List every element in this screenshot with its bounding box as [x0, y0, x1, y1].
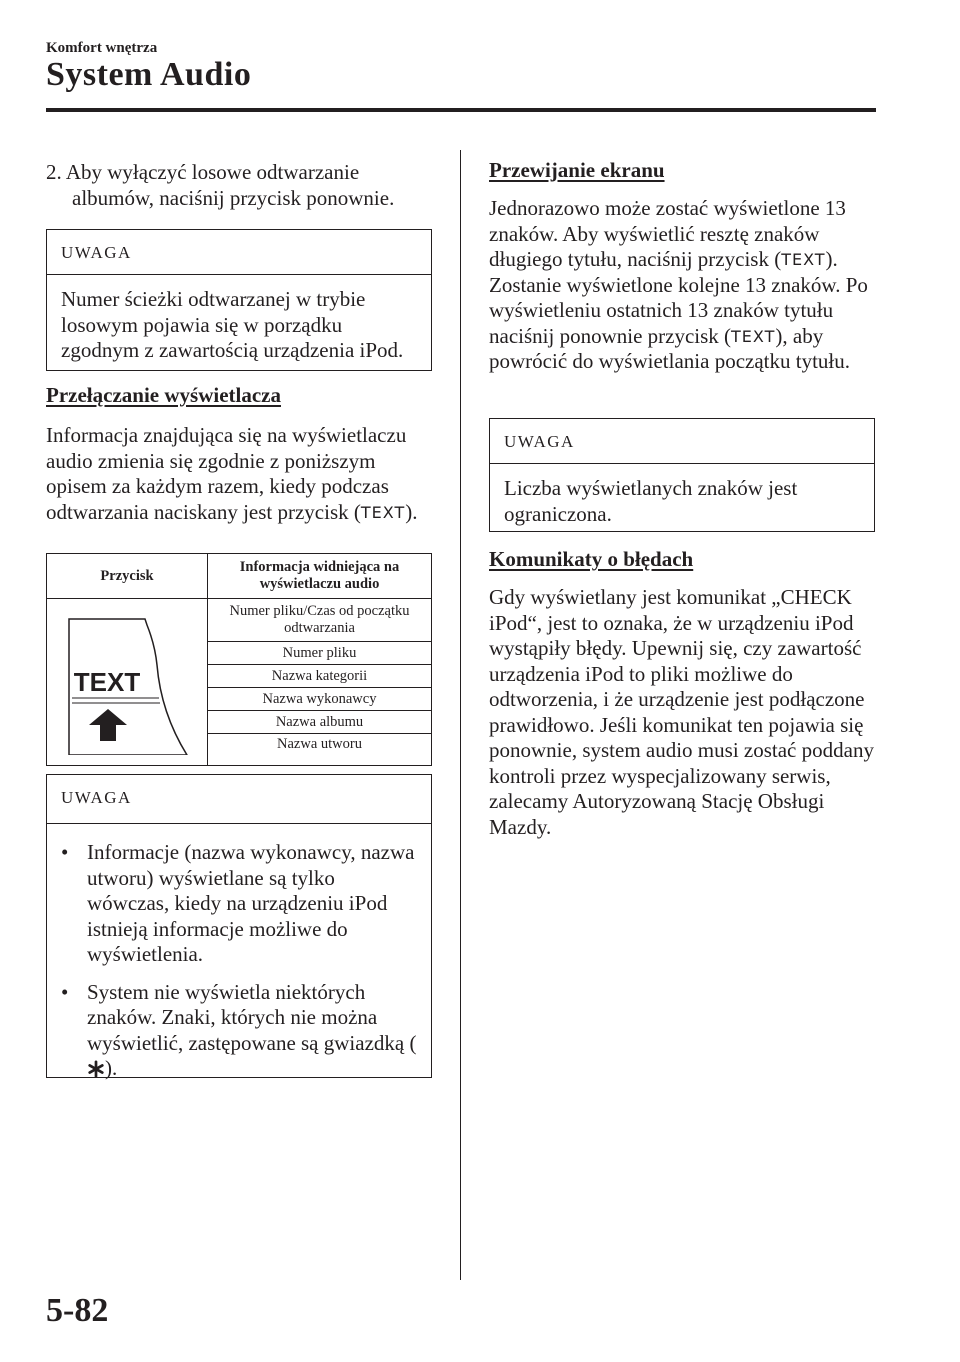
asterisk-icon — [87, 1060, 105, 1078]
text-button-icon: TEXT — [360, 502, 406, 522]
note-title: UWAGA — [47, 230, 431, 275]
note-body — [47, 824, 431, 1108]
table-cell: Numer pliku — [208, 642, 432, 665]
text-button-icon: TEXT — [781, 250, 826, 269]
scroll-text-part-2: ). Zostanie wyświetlone kolejne 13 znaków. Po wyświetleniu ostatnich 13 znaków tytułu naciśnij ponownie przycisk ( — [489, 247, 868, 348]
table-cell: Numer pliku/Czas od początku odtwarzania — [208, 599, 432, 642]
note-box-info — [46, 774, 432, 1078]
error-text: Gdy wyświetlany jest komunikat „CHECK iPod“, jest to oznaka, że w urządzeniu iPod wystąpiły błędy. Upewnij się, czy zawartość urządzenia iPod to pliki możliwe do odtworzenia, i że urządzenie jest podłączone prawidłowo. Jeśli komunikat ten pojawia się ponownie, system audio musi zostać poddany kontroli przez wyspecjalizowany serwis, zalecamy Autoryzowaną Stację Obsługi Mazdy. — [489, 585, 874, 839]
display-switch-text — [46, 423, 438, 525]
step-2 — [46, 160, 446, 211]
text-button-illustration — [47, 605, 207, 755]
table-cell: Nazwa kategorii — [208, 665, 432, 688]
scroll-heading: Przewijanie ekranu — [489, 158, 665, 182]
bullet-text: Informacje (nazwa wykonawcy, nazwa utworu) wyświetlane są tylko wówczas, kiedy na urządzeniu iPod istnieją informacje możliwe do wyświetlenia. — [87, 840, 415, 966]
note-bullet-1 — [61, 840, 417, 968]
note-title: UWAGA — [490, 419, 874, 464]
chapter-title: System Audio — [46, 56, 252, 93]
page-number: 5-82 — [46, 1292, 109, 1329]
bullet-text — [87, 980, 417, 1082]
scroll-text — [489, 196, 881, 375]
bullet-text-end: ). — [105, 1056, 118, 1080]
table-cell: Nazwa utworu — [208, 734, 432, 766]
display-info-table — [46, 553, 432, 766]
table-row — [47, 599, 432, 642]
step-2-line-2: albumów, naciśnij przycisk ponownie. — [72, 185, 395, 210]
header-rule — [46, 108, 876, 112]
display-switch-text-main: Informacja znajdująca się na wyświetlaczu audio zmienia się zgodnie z poniższym opisem za każdym razem, kiedy podczas odtwarzania naciskany jest przycisk ( — [46, 423, 407, 524]
table-cell: Nazwa albumu — [208, 711, 432, 734]
note-box-random — [46, 229, 432, 371]
note-body: Liczba wyświetlanych znaków jest ograniczona. — [504, 476, 798, 526]
note-box-chars — [489, 418, 875, 532]
display-switch-heading: Przełączanie wyświetlacza — [46, 383, 281, 407]
scroll-text-part-1: Jednorazowo może zostać wyświetlone 13 znaków. Aby wyświetlić resztę znaków długiego tytułu, naciśnij przycisk ( — [489, 196, 846, 271]
note-bullet-2 — [61, 980, 417, 1082]
table-header-row — [47, 554, 432, 599]
bullet-icon: • — [61, 979, 69, 1004]
table-cell: Nazwa wykonawcy — [208, 688, 432, 711]
table-header-info: Informacja widniejąca na wyświetlaczu audio — [208, 554, 432, 599]
scroll-text-part-3: ), aby powrócić do wyświetlania początku tytułu. — [489, 323, 850, 373]
step-2-line-1: 2. Aby wyłączyć losowe odtwarzanie — [46, 160, 360, 184]
section-label: Komfort wnętrza — [46, 40, 158, 56]
column-divider — [460, 150, 461, 1280]
table-header-button: Przycisk — [47, 554, 208, 599]
note-body: Numer ścieżki odtwarzanej w trybie losowym pojawia się w porządku zgodnym z zawartością urządzenia iPod. — [61, 287, 404, 362]
text-button-icon: TEXT — [731, 326, 776, 346]
text-button-illustration-cell — [47, 599, 208, 766]
bullet-icon: • — [61, 840, 69, 864]
bullet-text-main: System nie wyświetla niektórych znaków. Znaki, których nie można wyświetlić, zastępowane są gwiazdką ( — [87, 979, 417, 1055]
error-heading: Komunikaty o błędach — [489, 547, 694, 571]
display-switch-text-end: ). — [405, 499, 418, 524]
text-button-label: TEXT — [73, 666, 141, 697]
note-title: UWAGA — [47, 775, 431, 824]
